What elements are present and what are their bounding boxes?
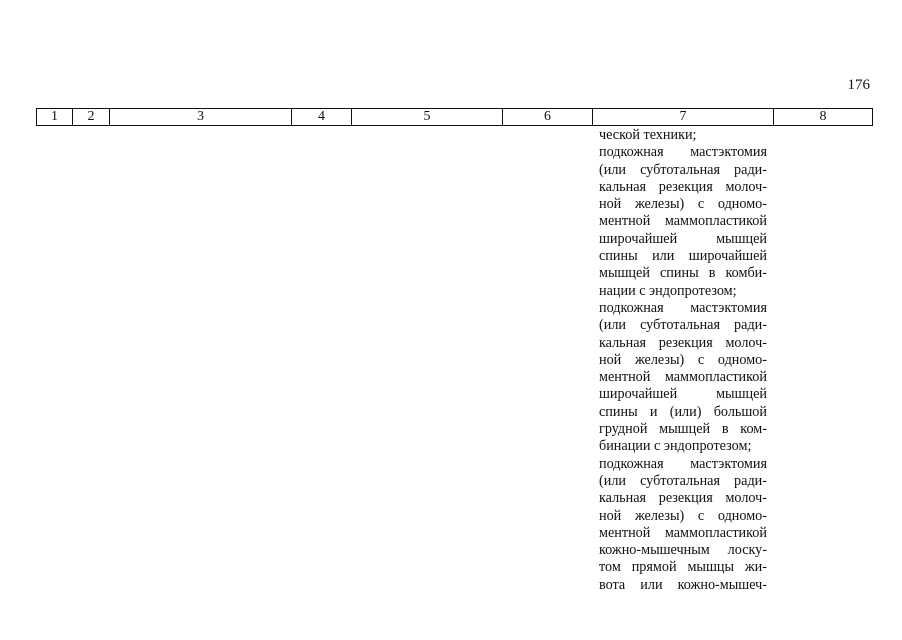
text-line: том прямой мышцы жи-	[599, 559, 767, 576]
text-line: вота или кожно-мышеч-	[599, 576, 767, 593]
header-row	[37, 109, 873, 126]
column-number-6: 6	[503, 109, 593, 126]
text-line: кальная резекция молоч-	[599, 334, 767, 351]
text-line: ментной маммопластикой	[599, 369, 767, 386]
column-number-3: 3	[110, 109, 292, 126]
column-number-4: 4	[292, 109, 352, 126]
text-line: грудной мышцей в ком-	[599, 421, 767, 438]
text-line: широчайшей мышцей	[599, 386, 767, 403]
column-number-header-table	[36, 108, 873, 126]
text-line: ментной маммопластикой	[599, 524, 767, 541]
text-line: широчайшей мышцей	[599, 230, 767, 247]
text-line: кальная резекция молоч-	[599, 490, 767, 507]
text-line: кожно-мышечным лоску-	[599, 542, 767, 559]
text-line: (или субтотальная ради-	[599, 472, 767, 489]
text-line: ной железы) с одномо-	[599, 507, 767, 524]
text-line: бинации с эндопротезом;	[599, 438, 752, 455]
text-line: кальная резекция молоч-	[599, 178, 767, 195]
text-line: спины или широчайшей	[599, 248, 767, 265]
text-line: подкожная мастэктомия	[599, 455, 767, 472]
text-line: ной железы) с одномо-	[599, 351, 767, 368]
text-line: подкожная мастэктомия	[599, 144, 767, 161]
text-line: (или субтотальная ради-	[599, 317, 767, 334]
text-line: ческой техники;	[599, 127, 697, 143]
text-line: мышцей спины в комби-	[599, 265, 767, 282]
column-number-7: 7	[593, 109, 774, 126]
column-number-1: 1	[37, 109, 73, 126]
text-line: (или субтотальная ради-	[599, 161, 767, 178]
text-line: спины и (или) большой	[599, 403, 767, 420]
text-line: подкожная мастэктомия	[599, 299, 767, 316]
column-7-continuation-text	[599, 127, 767, 594]
column-number-2: 2	[73, 109, 110, 126]
text-line: ментной маммопластикой	[599, 213, 767, 230]
column-number-5: 5	[352, 109, 503, 126]
text-line: ной железы) с одномо-	[599, 196, 767, 213]
text-line: нации с эндопротезом;	[599, 282, 737, 299]
page-number: 176	[847, 77, 870, 93]
column-number-8: 8	[774, 109, 873, 126]
